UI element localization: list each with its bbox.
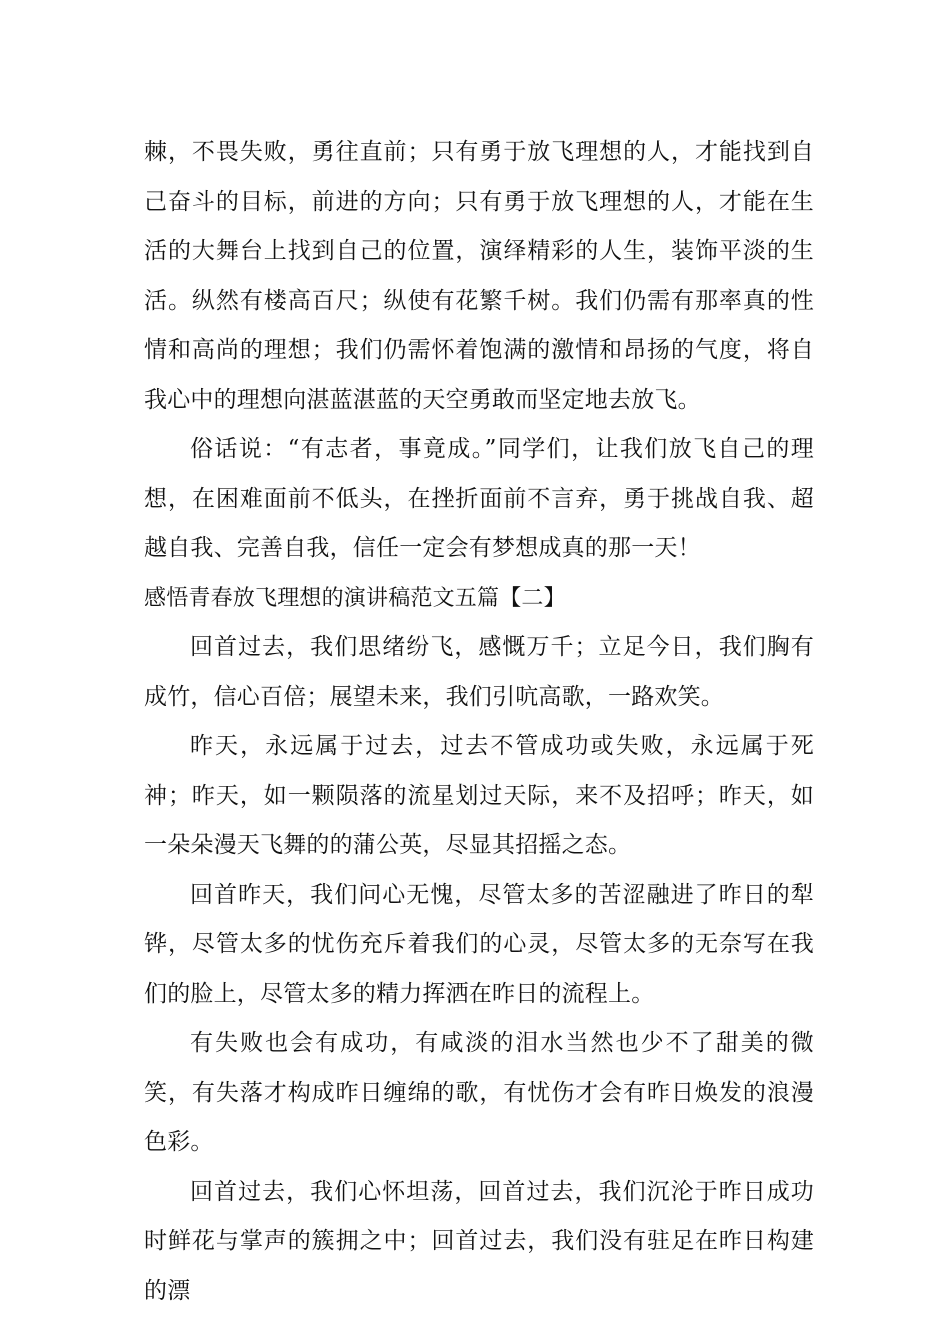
document-body — [144, 128, 814, 1316]
paragraph-1: 棘，不畏失败，勇往直前；只有勇于放飞理想的人，才能找到自己奋斗的目标，前进的方向；只有勇于放飞理想的人，才能在生活的大舞台上找到自己的位置，演绎精彩的人生，装饰平淡的生活。纵然有楼高百尺；纵使有花繁千树。我们仍需有那率真的性情和高尚的理想；我们仍需怀着饱满的激情和昂扬的气度，将自我心中的理想向湛蓝湛蓝的天空勇敢而坚定地去放飞。 — [144, 139, 814, 413]
paragraph-3: 回首过去，我们思绪纷飞，感慨万千；立足今日，我们胸有成竹，信心百倍；展望未来，我们引吭高歌，一路欢笑。 — [144, 634, 814, 710]
paragraph-7: 回首过去，我们心怀坦荡，回首过去，我们沉沦于昨日成功时鲜花与掌声的簇拥之中；回首过去，我们没有驻足在昨日构建的漂 — [144, 1178, 814, 1304]
section-heading: 感悟青春放飞理想的演讲稿范文五篇【二】 — [144, 585, 566, 611]
paragraph-5: 回首昨天，我们问心无愧，尽管太多的苦涩融进了昨日的犁铧，尽管太多的忧伤充斥着我们的心灵，尽管太多的无奈写在我们的脸上，尽管太多的精力挥洒在昨日的流程上。 — [144, 881, 814, 1007]
paragraph-6: 有失败也会有成功，有咸淡的泪水当然也少不了甜美的微笑，有失落才构成昨日缠绵的歌，有忧伤才会有昨日焕发的浪漫色彩。 — [144, 1030, 814, 1155]
paragraph-4: 昨天，永远属于过去，过去不管成功或失败，永远属于死神；昨天，如一颗陨落的流星划过天际，来不及招呼；昨天，如一朵朵漫天飞舞的的蒲公英，尽显其招摇之态。 — [144, 733, 814, 858]
paragraph-2: 俗话说：“有志者，事竟成。”同学们，让我们放飞自己的理想，在困难面前不低头，在挫折面前不言弃，勇于挑战自我、超越自我、完善自我，信任一定会有梦想成真的那一天！ — [144, 436, 814, 561]
